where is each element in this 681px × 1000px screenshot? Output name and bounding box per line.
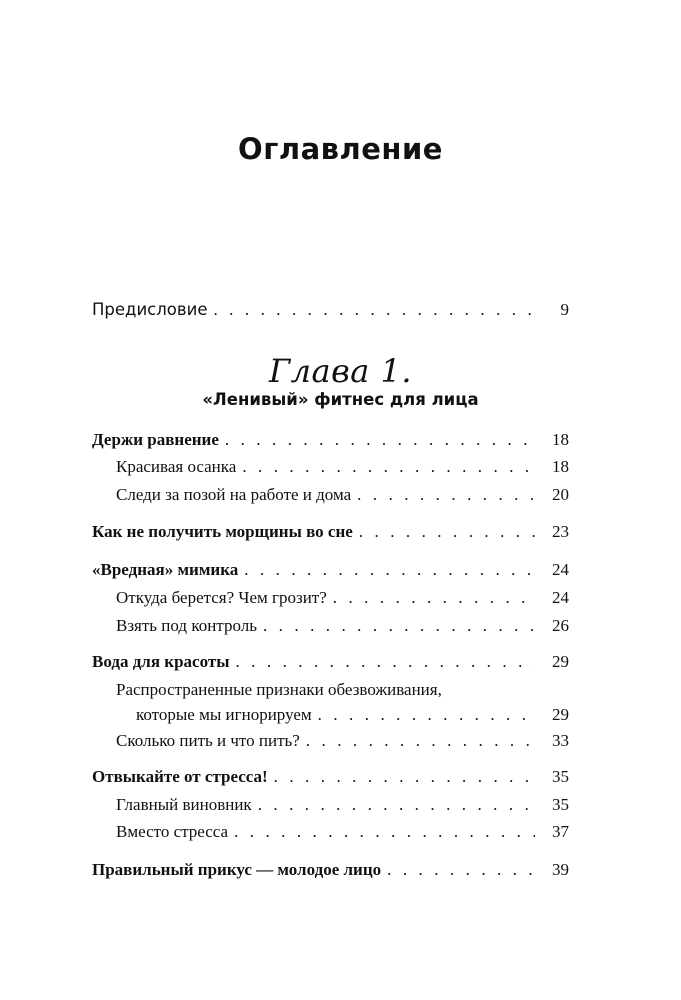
toc-entry-preface[interactable] xyxy=(92,300,569,320)
dot-leader xyxy=(357,485,535,505)
toc-section-entry[interactable] xyxy=(92,860,569,880)
dot-leader xyxy=(387,860,535,880)
toc-section-entry[interactable] xyxy=(92,430,569,450)
dot-leader xyxy=(306,731,535,751)
toc-entry-label-first-line[interactable]: Распространенные признаки обезвоживания, xyxy=(116,680,442,699)
toc-entry-label: Предисловие xyxy=(92,300,208,319)
dot-leader xyxy=(244,560,535,580)
toc-entry-label: Главный виновник xyxy=(116,795,252,814)
toc-entry-label: Следи за позой на работе и дома xyxy=(116,485,352,504)
dot-leader xyxy=(318,705,535,725)
dot-leader xyxy=(242,457,535,477)
toc-page-number: 39 xyxy=(552,860,569,879)
toc-page-number: 23 xyxy=(552,522,569,541)
toc-section-entry[interactable] xyxy=(92,560,569,580)
toc-page-number: 37 xyxy=(552,822,569,841)
toc-section-entry[interactable] xyxy=(92,522,569,542)
dot-leader xyxy=(234,822,535,842)
toc-entry-label: Красивая осанка xyxy=(116,457,237,476)
toc-subsection-entry[interactable] xyxy=(116,795,569,815)
dot-leader xyxy=(225,430,535,450)
toc-page-number: 35 xyxy=(552,767,569,786)
chapter-subtitle: «Ленивый» фитнес для лица xyxy=(202,390,479,409)
dot-leader xyxy=(263,616,535,636)
toc-subsection-entry[interactable] xyxy=(116,731,569,751)
dot-leader xyxy=(258,795,535,815)
dot-leader xyxy=(235,652,535,672)
toc-page-number: 24 xyxy=(552,588,569,607)
toc-subsection-entry[interactable] xyxy=(136,705,569,725)
toc-page-number: 9 xyxy=(560,300,569,319)
toc-subsection-entry[interactable] xyxy=(116,457,569,477)
toc-entry-label: Вода для красоты xyxy=(92,652,230,671)
toc-entry-label: Правильный прикус — молодое лицо xyxy=(92,860,382,879)
toc-entry-label: «Вредная» мимика xyxy=(92,560,239,579)
toc-entry-label: Держи равнение xyxy=(92,430,219,449)
toc-entry-label: Откуда берется? Чем грозит? xyxy=(116,588,327,607)
toc-page-number: 29 xyxy=(552,652,569,671)
dot-leader xyxy=(274,767,535,787)
dot-leader xyxy=(359,522,535,542)
chapter-label: Глава 1. xyxy=(268,352,413,390)
toc-page-number: 20 xyxy=(552,485,569,504)
toc-section-entry[interactable] xyxy=(92,652,569,672)
toc-page-number: 18 xyxy=(552,457,569,476)
toc-page-number: 26 xyxy=(552,616,569,635)
toc-entry-label: Отвыкайте от стресса! xyxy=(92,767,268,786)
toc-subsection-entry[interactable] xyxy=(116,588,569,608)
toc-subsection-entry[interactable] xyxy=(116,822,569,842)
toc-section-entry[interactable] xyxy=(92,767,569,787)
toc-page-number: 24 xyxy=(552,560,569,579)
toc-page-number: 29 xyxy=(552,705,569,724)
toc-page-number: 18 xyxy=(552,430,569,449)
toc-subsection-entry[interactable] xyxy=(116,485,569,505)
toc-entry-label: Взять под контроль xyxy=(116,616,257,635)
toc-entry-label: Вместо стресса xyxy=(116,822,229,841)
toc-entry-label: Как не получить морщины во сне xyxy=(92,522,353,541)
toc-entry-label: Сколько пить и что пить? xyxy=(116,731,300,750)
toc-entry-label: которые мы игнорируем xyxy=(136,705,312,724)
toc-page-number: 35 xyxy=(552,795,569,814)
toc-page-number: 33 xyxy=(552,731,569,750)
dot-leader xyxy=(333,588,535,608)
toc-subsection-entry[interactable] xyxy=(116,616,569,636)
dot-leader xyxy=(213,300,535,320)
page-title: Оглавление xyxy=(238,132,443,166)
